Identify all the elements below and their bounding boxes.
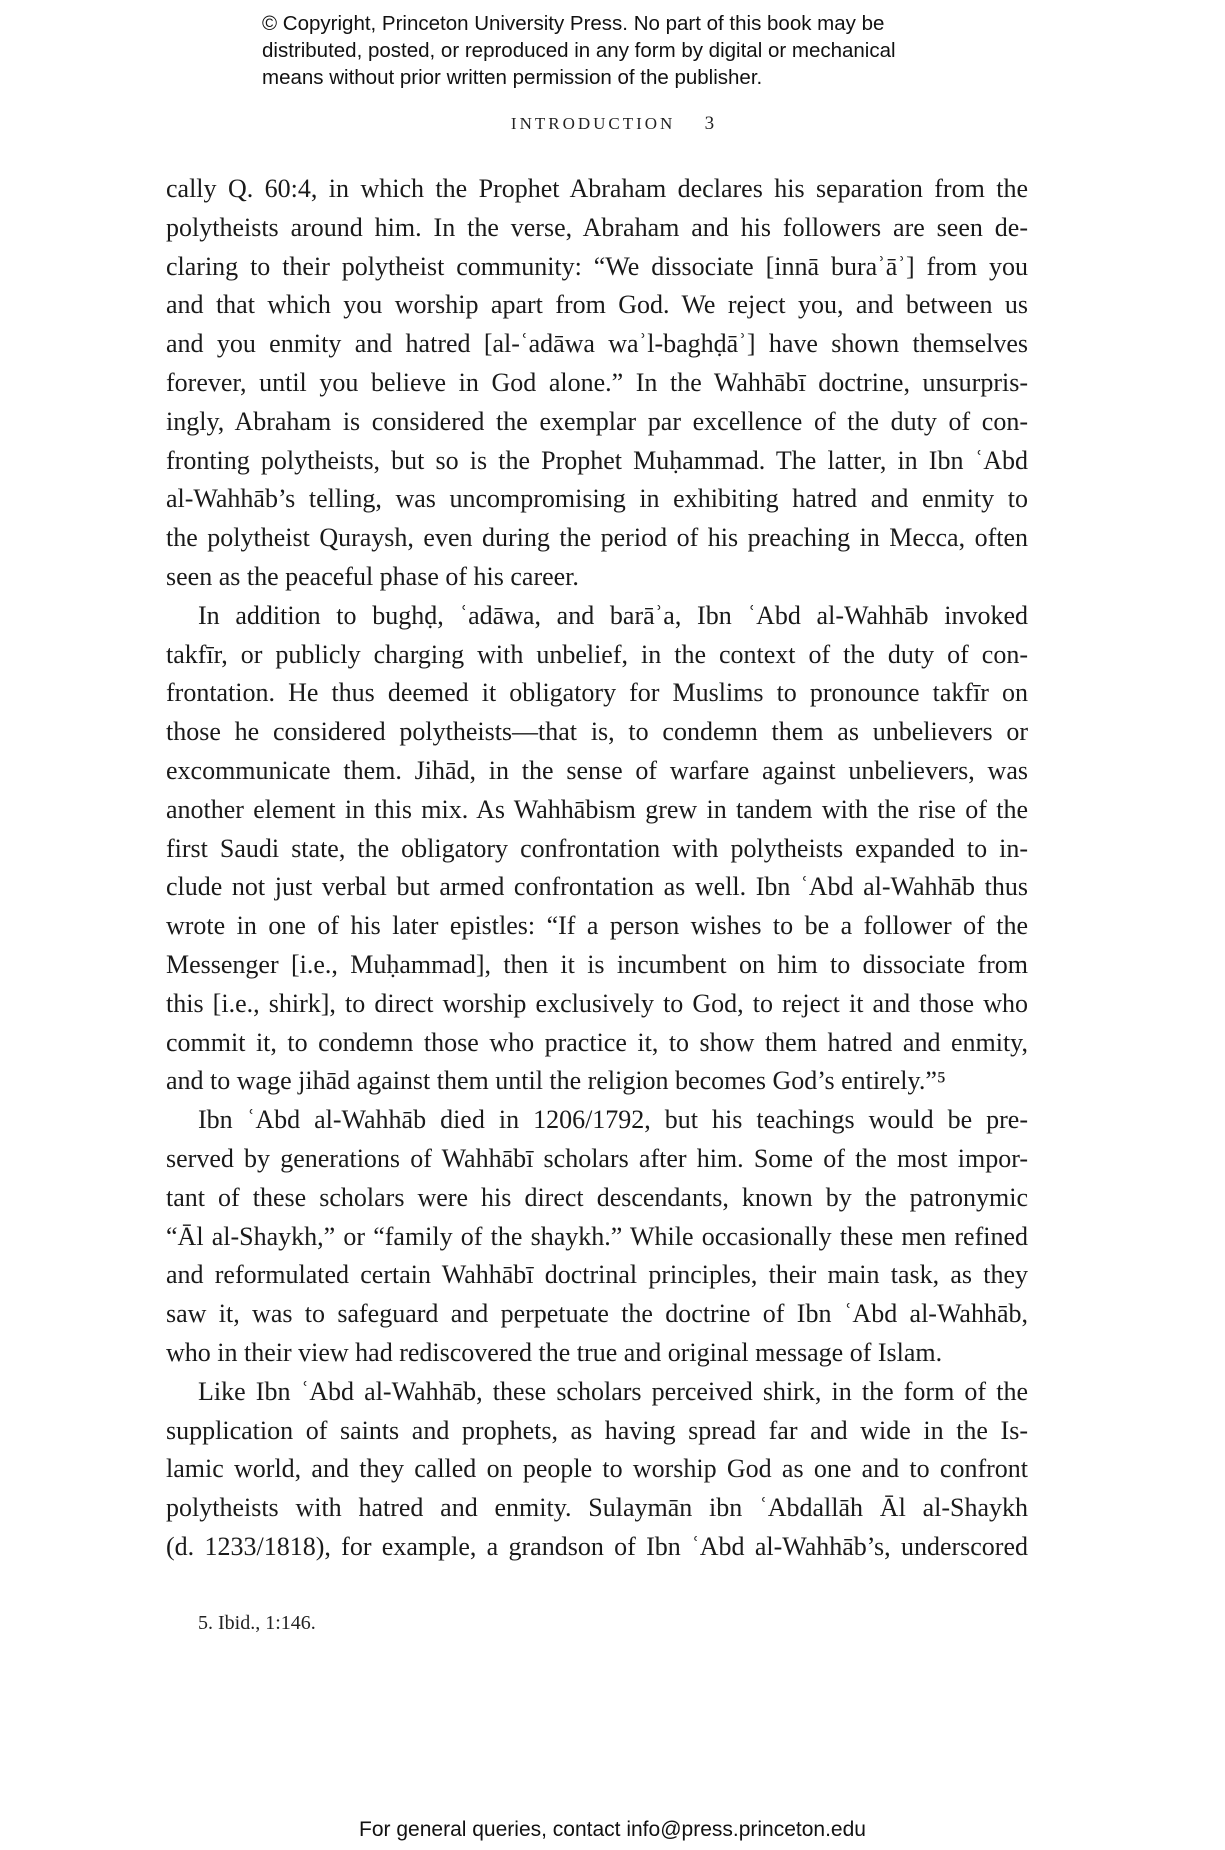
text-line: polytheists with hatred and enmity. Sulaymān ibn ʿAbdallāh Āl al-Shaykh	[166, 1493, 1028, 1523]
text-line: al-Wahhāb’s telling, was uncompromising in exhibiting hatred and enmity to	[166, 484, 1028, 514]
text-line: (d. 1233/1818), for example, a grandson of Ibn ʿAbd al-Wahhāb’s, underscored	[166, 1531, 1028, 1561]
text-line: the polytheist Quraysh, even during the period of his preaching in Mecca, often	[166, 523, 1028, 553]
text-line: Like Ibn ʿAbd al-Wahhāb, these scholars perceived shirk, in the form of the	[198, 1376, 1028, 1406]
text-line: takfīr, or publicly charging with unbelief, in the context of the duty of con-	[166, 639, 1028, 669]
text-line: and you enmity and hatred [al-ʿadāwa waʾl-baghḍāʾ] have shown themselves	[166, 329, 1028, 359]
text-line: fronting polytheists, but so is the Prophet Muḥammad. The latter, in Ibn ʿAbd	[166, 445, 1028, 475]
running-head-title: INTRODUCTION	[510, 114, 676, 133]
text-line: and reformulated certain Wahhābī doctrinal principles, their main task, as they	[166, 1260, 1028, 1290]
text-line: frontation. He thus deemed it obligatory for Muslims to pronounce takfīr on	[166, 678, 1028, 708]
running-head	[0, 113, 1225, 135]
text-line: tant of these scholars were his direct descendants, known by the patronymic	[166, 1182, 1028, 1212]
copyright-line: distributed, posted, or reproduced in any form by digital or mechanical	[262, 39, 896, 62]
body-text	[166, 170, 1028, 1567]
text-line: another element in this mix. As Wahhābism grew in tandem with the rise of the	[166, 794, 1028, 824]
text-line: and that which you worship apart from God. We reject you, and between us	[166, 290, 1028, 320]
text-line: cally Q. 60:4, in which the Prophet Abraham declares his separation from the	[166, 174, 1028, 203]
text-line: forever, until you believe in God alone.” In the Wahhābī doctrine, unsurpris-	[166, 367, 1028, 397]
page-number: 3	[704, 113, 715, 134]
text-line: Ibn ʿAbd al-Wahhāb died in 1206/1792, but his teachings would be pre-	[198, 1105, 1028, 1135]
text-line: saw it, was to safeguard and perpetuate the doctrine of Ibn ʿAbd al-Wahhāb,	[166, 1299, 1028, 1329]
text-line: In addition to bughḍ, ʿadāwa, and barāʾa, Ibn ʿAbd al-Wahhāb invoked	[198, 600, 1028, 630]
copyright-notice	[262, 10, 1022, 91]
text-line: served by generations of Wahhābī scholars after him. Some of the most impor-	[166, 1143, 1028, 1173]
text-line: claring to their polytheist community: “We dissociate [innā buraʾāʾ] from you	[166, 251, 1028, 281]
text-line: this [i.e., shirk], to direct worship exclusively to God, to reject it and those who	[166, 988, 1028, 1018]
text-line: lamic world, and they called on people to worship God as one and to confront	[166, 1454, 1028, 1484]
text-line: “Āl al-Shaykh,” or “family of the shaykh.” While occasionally these men refined	[166, 1221, 1028, 1251]
copyright-line: © Copyright, Princeton University Press. No part of this book may be	[262, 12, 885, 35]
text-line: and to wage jihād against them until the religion becomes God’s entirely.”⁵	[166, 1066, 946, 1096]
text-line: those he considered polytheists—that is, to condemn them as unbelievers or	[166, 717, 1028, 747]
text-line: commit it, to condemn those who practice it, to show them hatred and enmity,	[166, 1027, 1028, 1057]
text-line: excommunicate them. Jihād, in the sense of warfare against unbelievers, was	[166, 755, 1028, 785]
contact-footer: For general queries, contact info@press.princeton.edu	[359, 1818, 866, 1841]
text-line: seen as the peaceful phase of his career.	[166, 561, 579, 591]
text-line: ingly, Abraham is considered the exemplar par excellence of the duty of con-	[166, 406, 1028, 436]
text-line: Messenger [i.e., Muḥammad], then it is incumbent on him to dissociate from	[166, 949, 1028, 979]
text-line: wrote in one of his later epistles: “If a person wishes to be a follower of the	[166, 911, 1028, 941]
text-line: first Saudi state, the obligatory confrontation with polytheists expanded to in-	[166, 833, 1028, 863]
text-line: clude not just verbal but armed confrontation as well. Ibn ʿAbd al-Wahhāb thus	[166, 872, 1028, 902]
text-line: polytheists around him. In the verse, Abraham and his followers are seen de-	[166, 212, 1028, 242]
text-line: who in their view had rediscovered the true and original message of Islam.	[166, 1337, 943, 1367]
copyright-line: means without prior written permission of the publisher.	[262, 66, 763, 89]
footnote: 5. Ibid., 1:146.	[198, 1612, 316, 1634]
text-line: supplication of saints and prophets, as having spread far and wide in the Is-	[166, 1415, 1028, 1445]
